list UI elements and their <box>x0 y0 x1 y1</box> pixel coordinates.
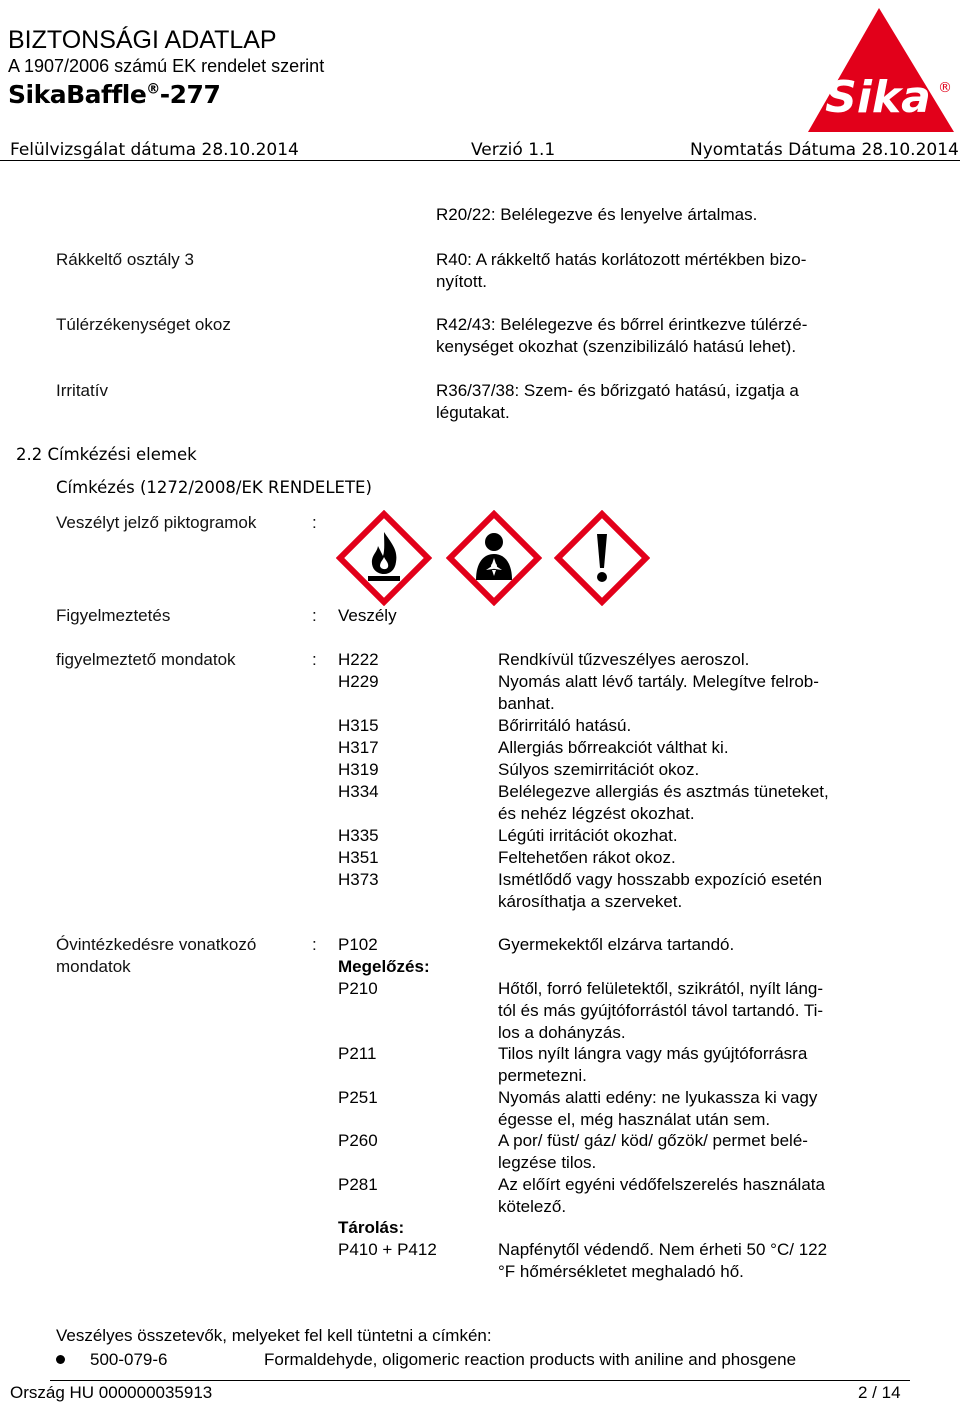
hazard-code: H317 <box>338 738 379 757</box>
hazard-statements-label: figyelmeztető mondatok <box>56 650 236 669</box>
print-date: Nyomtatás Dátuma 28.10.2014 <box>690 140 959 160</box>
hazard-line: és nehéz légzést okozhat. <box>498 804 695 823</box>
section-subtitle: Címkézés (1272/2008/EK RENDELETE) <box>56 478 372 497</box>
hazard-line: Nyomás alatt lévő tartály. Melegítve felrob- <box>498 672 819 691</box>
sika-logo-mark: ® <box>938 80 952 96</box>
precaution-text <box>498 1087 878 1131</box>
precaution-code: P102 <box>338 935 378 954</box>
hazard-statements-colon: : <box>312 650 317 669</box>
hazard-text <box>498 847 878 869</box>
precaution-text <box>498 1043 878 1087</box>
hazard-text <box>498 649 878 671</box>
exclamation-icon <box>554 510 650 606</box>
hazard-code: H334 <box>338 782 379 801</box>
precaution-text <box>498 1130 878 1174</box>
product-name-text: SikaBaffle <box>8 80 147 109</box>
hazard-text <box>498 671 878 715</box>
precaution-line: égesse el, még használat után sem. <box>498 1110 771 1129</box>
hazard-line: Ismétlődő vagy hosszabb expozíció esetén <box>498 870 823 889</box>
hazard-text <box>498 781 878 825</box>
component-name: Formaldehyde, oligomeric reaction products with aniline and phosgene <box>264 1350 797 1369</box>
precaution-colon: : <box>312 935 317 954</box>
r-phrase-r36-37-38 <box>436 380 799 424</box>
product-code: -277 <box>159 80 221 109</box>
hazard-code: H351 <box>338 848 379 867</box>
regulation-text: A 1907/2006 számú EK rendelet szerint <box>8 56 325 76</box>
precaution-code: P251 <box>338 1088 378 1107</box>
page-number: 2 / 14 <box>858 1383 901 1402</box>
storage-heading: Tárolás: <box>338 1218 405 1237</box>
hazard-code: H319 <box>338 760 379 779</box>
section-title: 2.2 Címkézési elemek <box>16 445 197 464</box>
hazard-line: Feltehetően rákot okoz. <box>498 848 676 867</box>
precaution-line: los a dohányzás. <box>498 1023 626 1042</box>
hazard-code: H373 <box>338 870 379 889</box>
class-label-carcinogen: Rákkeltő osztály 3 <box>56 250 194 269</box>
hazard-text <box>498 825 878 847</box>
footer-divider <box>50 1380 910 1381</box>
precaution-code: P281 <box>338 1175 378 1194</box>
hazard-line: Súlyos szemirritációt okoz. <box>498 760 700 779</box>
class-label-irritant: Irritatív <box>56 381 108 400</box>
precaution-text <box>498 934 878 956</box>
signal-word-value: Veszély <box>338 606 397 625</box>
r-phrase-line: R36/37/38: Szem- és bőrizgató hatású, izgatja a <box>436 381 799 400</box>
hazard-code: H222 <box>338 650 379 669</box>
hazard-code: H229 <box>338 672 379 691</box>
hazard-line: Légúti irritációt okozhat. <box>498 826 678 845</box>
hazard-text <box>498 869 878 913</box>
pictograms-colon: : <box>312 513 317 532</box>
r-phrase-line: R42/43: Belélegezve és bőrrel érintkezve túlérzé- <box>436 315 808 334</box>
hazard-code: H315 <box>338 716 379 735</box>
precaution-line: Napfénytől védendő. Nem érheti 50 °C/ 122 <box>498 1240 828 1259</box>
header-divider <box>0 160 960 161</box>
precaution-line: Gyermekektől elzárva tartandó. <box>498 935 735 954</box>
precaution-code: P210 <box>338 979 378 998</box>
r-phrase-r40 <box>436 249 806 293</box>
bullet-icon <box>56 1355 65 1364</box>
product-name <box>8 80 220 109</box>
precaution-text <box>498 1239 878 1283</box>
r-phrase-line: R40: A rákkeltő hatás korlátozott mértékben bizo- <box>436 250 807 269</box>
revision-date: Felülvizsgálat dátuma 28.10.2014 <box>10 140 299 160</box>
signal-word-label: Figyelmeztetés <box>56 606 171 625</box>
r-phrase-line: légutakat. <box>436 403 510 422</box>
hazard-text <box>498 737 878 759</box>
sika-logo-text: Sika <box>825 72 931 123</box>
r-phrase-r42-43 <box>436 314 807 358</box>
health-hazard-icon <box>446 510 542 606</box>
precaution-line: permetezni. <box>498 1066 587 1085</box>
version-label: Verzió 1.1 <box>471 140 556 160</box>
precaution-text <box>498 978 878 1044</box>
sika-logo <box>806 4 956 134</box>
r-phrase-line: kenységet okozhat (szenzibilizáló hatású lehet). <box>436 337 797 356</box>
component-number: 500-079-6 <box>90 1350 168 1369</box>
precaution-code: P410 + P412 <box>338 1240 437 1259</box>
signal-word-colon: : <box>312 606 317 625</box>
precaution-line: A por/ füst/ gáz/ köd/ gőzök/ permet belé- <box>498 1131 808 1150</box>
flame-icon <box>336 510 432 606</box>
hazard-line: Rendkívül tűzveszélyes aeroszol. <box>498 650 750 669</box>
precaution-code: P260 <box>338 1131 378 1150</box>
precaution-line: Az előírt egyéni védőfelszerelés használata <box>498 1175 825 1194</box>
precaution-line: tól és más gyújtóforrástól távol tartandó. Ti- <box>498 1001 824 1020</box>
precaution-label-line: Óvintézkedésre vonatkozó <box>56 935 257 954</box>
prevention-heading: Megelőzés: <box>338 957 430 976</box>
hazard-line: Bőrirritáló hatású. <box>498 716 632 735</box>
hazard-line: Belélegezve allergiás és asztmás tüneteket, <box>498 782 829 801</box>
precaution-line: °F hőmérsékletet meghaladó hő. <box>498 1262 744 1281</box>
precaution-line: kötelező. <box>498 1197 567 1216</box>
hazard-text <box>498 759 878 781</box>
document-title: BIZTONSÁGI ADATLAP <box>8 26 277 54</box>
precaution-line: Tilos nyílt lángra vagy más gyújtóforrásra <box>498 1044 808 1063</box>
precaution-label <box>56 934 256 978</box>
hazard-code: H335 <box>338 826 379 845</box>
r-phrase-r20-22: R20/22: Belélegezve és lenyelve ártalmas. <box>436 205 758 224</box>
country-code: Ország HU 000000035913 <box>10 1383 213 1402</box>
precaution-line: Nyomás alatti edény: ne lyukassza ki vagy <box>498 1088 818 1107</box>
precaution-line: Hőtől, forró felületektől, szikrától, nyílt láng- <box>498 979 824 998</box>
pictograms-label: Veszélyt jelző piktogramok <box>56 513 257 532</box>
hazard-line: Allergiás bőrreakciót válthat ki. <box>498 738 729 757</box>
precaution-text <box>498 1174 878 1218</box>
product-registered-mark: ® <box>146 81 160 98</box>
r-phrase-line: nyított. <box>436 272 488 291</box>
precaution-label-line: mondatok <box>56 957 131 976</box>
class-label-sensitizer: Túlérzékenységet okoz <box>56 315 231 334</box>
precaution-line: legzése tilos. <box>498 1153 597 1172</box>
hazard-line: károsíthatja a szerveket. <box>498 892 683 911</box>
hazard-text <box>498 715 878 737</box>
precaution-code: P211 <box>338 1044 377 1063</box>
components-title: Veszélyes összetevők, melyeket fel kell tüntetni a címkén: <box>56 1326 492 1345</box>
hazard-line: banhat. <box>498 694 555 713</box>
